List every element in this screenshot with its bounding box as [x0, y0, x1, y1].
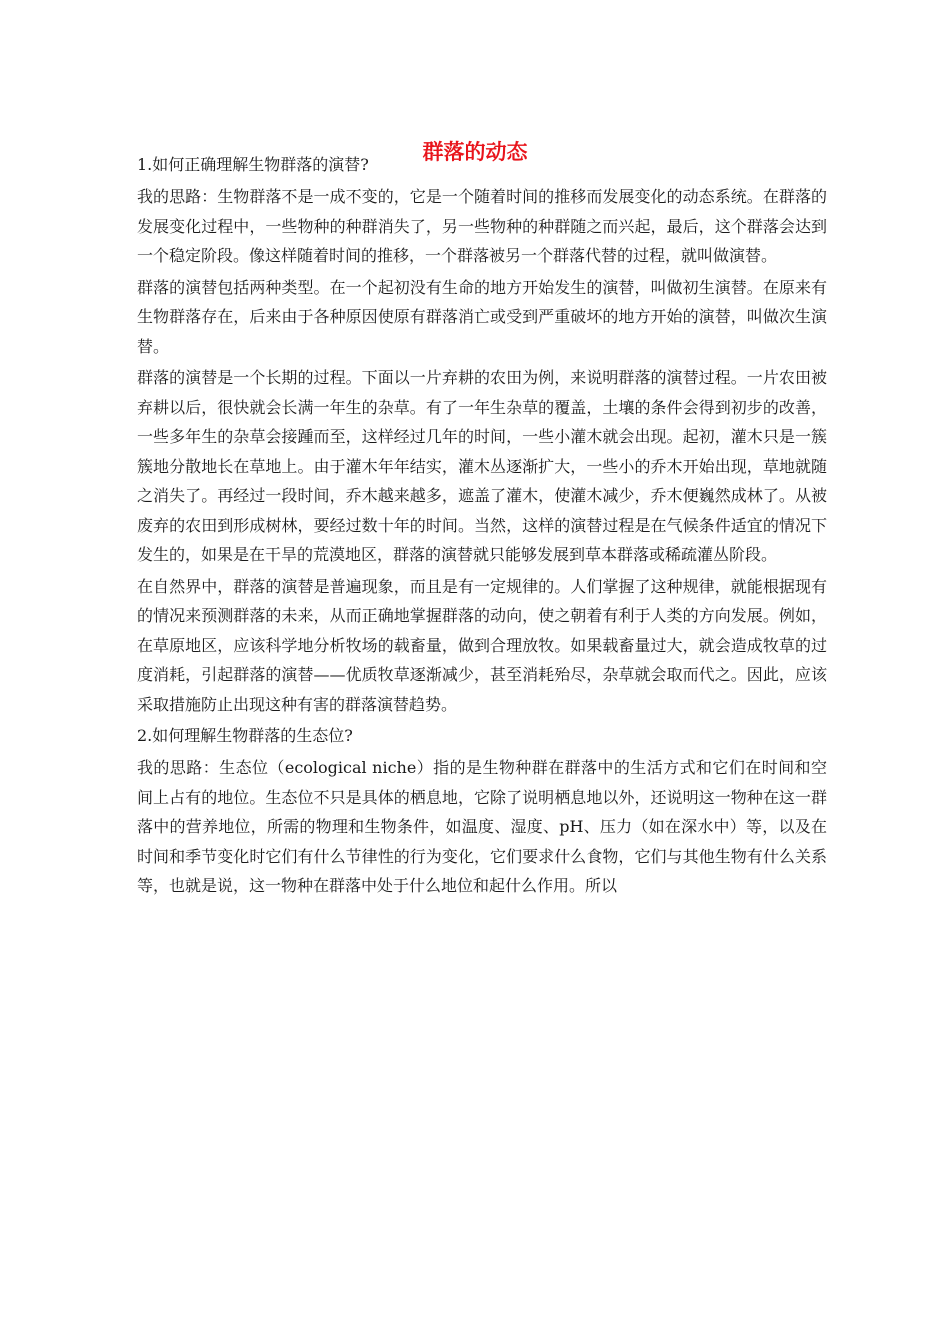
document-body [137, 150, 827, 903]
question-1: 1.如何正确理解生物群落的演替? [137, 155, 369, 174]
paragraph-2-1: 我的思路：生态位（ecological niche）指的是生物种群在群落中的生活方式和它们在时间和空间上占有的地位。生态位不只是具体的栖息地，它除了说明栖息地以外，还说明这一物种在这一群落中的营养地位，所需的物理和生物条件，如温度、湿度、pH、压力（如在深水中）等，以及在时间和季节变化时它们有什么节律性的行为变化，它们要求什么食物，它们与其他生物有什么关系等，也就是说，这一物种在群落中处于什么地位和起什么作用。所以 [137, 758, 827, 895]
paragraph-1-3: 群落的演替是一个长期的过程。下面以一片弃耕的农田为例，来说明群落的演替过程。一片农田被弃耕以后，很快就会长满一年生的杂草。有了一年生杂草的覆盖，土壤的条件会得到初步的改善，一些多年生的杂草会接踵而至，这样经过几年的时间，一些小灌木就会出现。起初，灌木只是一簇簇地分散地长在草地上。由于灌木年年结实，灌木丛逐渐扩大，一些小的乔木开始出现，草地就随之消失了。再经过一段时间，乔木越来越多，遮盖了灌木，使灌木减少，乔木便巍然成林了。从被废弃的农田到形成树林，要经过数十年的时间。当然，这样的演替过程是在气候条件适宜的情况下发生的，如果是在干旱的荒漠地区，群落的演替就只能够发展到草本群落或稀疏灌丛阶段。 [137, 368, 827, 564]
paragraph-1-4: 在自然界中，群落的演替是普遍现象，而且是有一定规律的。人们掌握了这种规律，就能根据现有的情况来预测群落的未来，从而正确地掌握群落的动向，使之朝着有利于人类的方向发展。例如，在草原地区，应该科学地分析牧场的载畜量，做到合理放牧。如果载畜量过大，就会造成牧草的过度消耗，引起群落的演替——优质牧草逐渐减少，甚至消耗殆尽，杂草就会取而代之。因此，应该采取措施防止出现这种有害的群落演替趋势。 [137, 576, 827, 714]
document-title: 群落的动态 [422, 140, 528, 165]
question-2: 2.如何理解生物群落的生态位? [137, 726, 353, 745]
paragraph-1-1: 我的思路：生物群落不是一成不变的，它是一个随着时间的推移而发展变化的动态系统。在群落的发展变化过程中，一些物种的种群消失了，另一些物种的种群随之而兴起，最后，这个群落会达到一个稳定阶段。像这样随着时间的推移，一个群落被另一个群落代替的过程，就叫做演替。 [137, 187, 827, 265]
paragraph-1-2: 群落的演替包括两种类型。在一个起初没有生命的地方开始发生的演替，叫做初生演替。在原来有生物群落存在，后来由于各种原因使原有群落消亡或受到严重破坏的地方开始的演替，叫做次生演替。 [137, 277, 827, 356]
